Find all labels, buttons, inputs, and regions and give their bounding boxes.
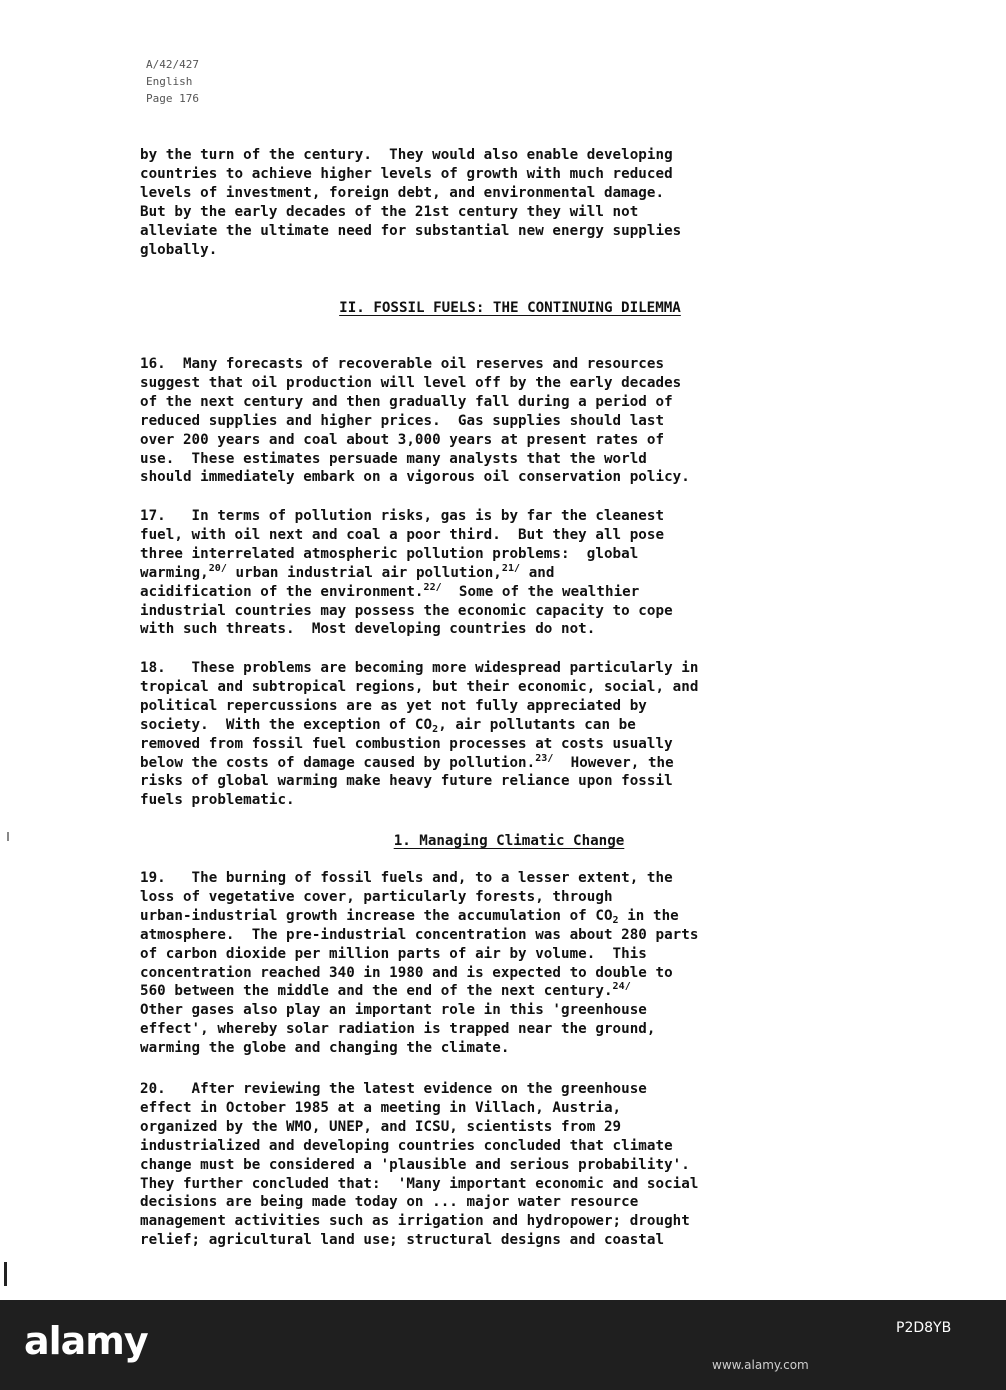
watermark-bar [0, 1300, 1006, 1390]
text-fragment: urban industrial air pollution, [226, 564, 502, 581]
subscript: 2 [612, 914, 619, 926]
text-fragment: warming, [140, 564, 209, 581]
binding-edge-mark [4, 1262, 7, 1286]
text-line: organized by the WMO, UNEP, and ICSU, scientists from 29 [140, 1118, 622, 1135]
text-fragment: However, the [553, 754, 674, 771]
text-line: relief; agricultural land use; structural designs and coastal [140, 1232, 665, 1249]
text-fragment: acidification of the environment. [140, 583, 424, 600]
text-line [140, 754, 910, 773]
text-line [140, 583, 910, 602]
text-line: of the next century and then gradually fall during a period of [140, 393, 673, 410]
text-line: by the turn of the century. They would also enable developing [140, 147, 673, 163]
text-line: use. These estimates persuade many analysts that the world [140, 450, 647, 467]
text-fragment: society. With the exception of CO [140, 716, 433, 733]
text-line: 19. The burning of fossil fuels and, to a lesser extent, the [140, 870, 673, 886]
footnote-ref-22: 22/ [423, 581, 442, 593]
text-line: decisions are being made today on ... major water resource [140, 1194, 639, 1211]
page-number: Page 176 [146, 92, 199, 105]
text-line: suggest that oil production will level off by the early decades [140, 374, 682, 391]
text-line: reduced supplies and higher prices. Gas supplies should last [140, 412, 665, 429]
intro-paragraph [140, 146, 910, 259]
text-line: concentration reached 340 in 1980 and is expected to double to [140, 964, 673, 981]
text-fragment: , air pollutants can be [438, 716, 636, 733]
text-line: 16. Many forecasts of recoverable oil reserves and resources [140, 356, 665, 372]
text-fragment: 560 between the middle and the end of the next century. [140, 983, 613, 1000]
text-line: warming the globe and changing the climate. [140, 1040, 510, 1057]
text-line: management activities such as irrigation and hydropower; drought [140, 1213, 690, 1230]
text-line: They further concluded that: 'Many important economic and social [140, 1175, 699, 1192]
text-fragment: and [520, 564, 555, 581]
paragraph-16 [140, 355, 910, 487]
footnote-ref-23: 23/ [535, 752, 554, 764]
text-line: But by the early decades of the 21st century they will not [140, 203, 639, 220]
paragraph-18 [140, 659, 910, 810]
paragraph-19 [140, 869, 910, 1058]
text-line: loss of vegetative cover, particularly forests, through [140, 888, 613, 905]
text-fragment: urban-industrial growth increase the accumulation of CO [140, 907, 613, 924]
text-line: 20. After reviewing the latest evidence on the greenhouse [140, 1081, 647, 1097]
text-line [140, 716, 910, 735]
text-line: removed from fossil fuel combustion processes at costs usually [140, 735, 673, 752]
text-line: industrialized and developing countries concluded that climate [140, 1137, 673, 1154]
text-line: risks of global warming make heavy future reliance upon fossil [140, 773, 673, 790]
text-line: levels of investment, foreign debt, and environmental damage. [140, 184, 665, 201]
text-line: of carbon dioxide per million parts of air by volume. This [140, 945, 647, 962]
text-line: globally. [140, 241, 218, 258]
text-line: atmosphere. The pre-industrial concentration was about 280 parts [140, 926, 699, 943]
text-line [140, 564, 910, 583]
subscript: 2 [432, 723, 439, 735]
text-line: Other gases also play an important role in this 'greenhouse [140, 1002, 647, 1019]
text-fragment: below the costs of damage caused by pollution. [140, 754, 536, 771]
text-line: 17. In terms of pollution risks, gas is by far the cleanest [140, 508, 665, 524]
text-fragment: Some of the wealthier [441, 583, 640, 600]
footnote-ref-21: 21/ [501, 562, 521, 574]
paragraph-17 [140, 507, 910, 639]
text-fragment: in the [618, 907, 679, 924]
text-line: fuel, with oil next and coal a poor third. But they all pose [140, 526, 665, 543]
text-line: should immediately embark on a vigorous oil conservation policy. [140, 469, 690, 486]
text-line: alleviate the ultimate need for substantial new energy supplies [140, 222, 682, 239]
text-line: industrial countries may possess the economic capacity to cope [140, 602, 673, 619]
text-line: effect', whereby solar radiation is trapped near the ground, [140, 1021, 656, 1038]
text-line: political repercussions are as yet not fully appreciated by [140, 697, 647, 714]
footnote-ref-20: 20/ [208, 562, 227, 574]
image-id: P2D8YB [896, 1320, 952, 1336]
text-line: tropical and subtropical regions, but their economic, social, and [140, 678, 699, 695]
text-line: countries to achieve higher levels of growth with much reduced [140, 165, 673, 182]
section-heading: II. FOSSIL FUELS: THE CONTINUING DILEMMA [339, 300, 681, 316]
document-header [146, 56, 199, 107]
document-language: English [146, 75, 193, 88]
scan-margin-mark [7, 832, 9, 841]
watermark-url[interactable]: www.alamy.com [712, 1358, 809, 1372]
text-line: change must be considered a 'plausible and serious probability'. [140, 1156, 690, 1173]
subsection-heading: 1. Managing Climatic Change [393, 833, 625, 849]
text-line: fuels problematic. [140, 792, 295, 809]
document-symbol: A/42/427 [146, 58, 199, 71]
paragraph-20 [140, 1080, 910, 1250]
footnote-ref-24: 24/ [612, 981, 631, 993]
text-line: with such threats. Most developing countries do not. [140, 621, 596, 638]
watermark-logo: alamy [24, 1319, 148, 1363]
text-line: 18. These problems are becoming more widespread particularly in [140, 660, 699, 676]
text-line: three interrelated atmospheric pollution problems: global [140, 545, 639, 562]
text-line: over 200 years and coal about 3,000 years at present rates of [140, 431, 665, 448]
text-line: effect in October 1985 at a meeting in Villach, Austria, [140, 1099, 622, 1116]
text-line [140, 982, 910, 1001]
text-line [140, 907, 910, 926]
